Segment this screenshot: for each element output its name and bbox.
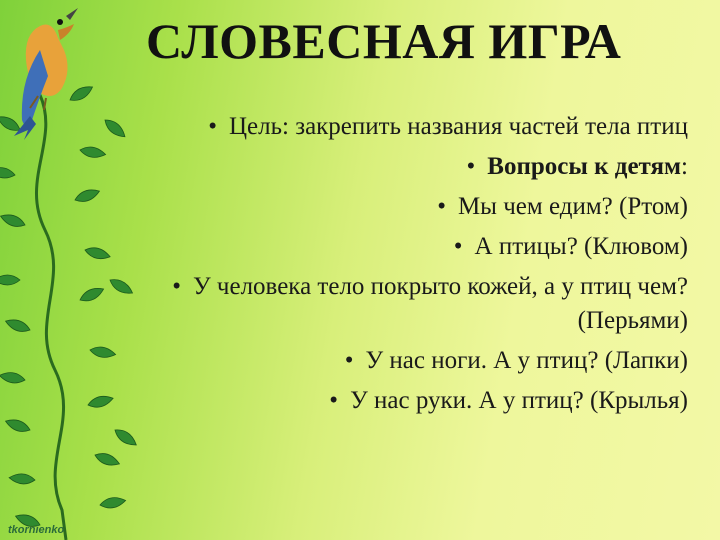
list-item bbox=[158, 344, 688, 378]
leaf-icon bbox=[4, 316, 32, 334]
bullet-list bbox=[158, 110, 688, 424]
leaf-icon bbox=[108, 276, 136, 298]
leaf-icon bbox=[93, 450, 121, 468]
bullet-icon: • bbox=[329, 387, 339, 414]
list-item bbox=[158, 270, 688, 338]
list-item bbox=[158, 230, 688, 264]
leaf-icon bbox=[0, 371, 26, 385]
bullet-text: У человека тело покрыто кожей, а у птиц чем? (Перьями) bbox=[192, 273, 688, 334]
list-item bbox=[158, 384, 688, 418]
vine-stem bbox=[36, 95, 66, 540]
bullet-icon: • bbox=[344, 347, 354, 374]
leaf-icon bbox=[112, 426, 139, 449]
leaf-icon bbox=[84, 245, 112, 261]
bullet-text: А птицы? (Клювом) bbox=[474, 233, 688, 260]
leaf-icon bbox=[0, 166, 16, 180]
leaf-icon bbox=[78, 284, 106, 304]
page-title: СЛОВЕСНАЯ ИГРА bbox=[146, 13, 622, 69]
leaf-icon bbox=[68, 83, 96, 105]
leaf-icon bbox=[79, 145, 106, 159]
bullet-icon: • bbox=[453, 233, 463, 260]
leaf-icon bbox=[9, 473, 36, 485]
list-item bbox=[158, 110, 688, 144]
bullet-text-bold: Вопросы к детям bbox=[487, 153, 682, 180]
leaf-icon bbox=[4, 416, 32, 434]
leaf-icon bbox=[87, 393, 115, 409]
bullet-icon: • bbox=[437, 193, 446, 220]
bullet-icon: • bbox=[466, 153, 476, 180]
leaf-icon bbox=[0, 211, 27, 229]
leaf-icon bbox=[102, 116, 128, 140]
bullet-text: Цель: закрепить названия частей тела птиц bbox=[228, 113, 688, 140]
author-credit: tkornienko bbox=[8, 524, 65, 536]
bullet-text: У нас ноги. А у птиц? (Лапки) bbox=[365, 347, 688, 374]
bullet-icon: • bbox=[208, 113, 217, 140]
list-item bbox=[158, 190, 688, 224]
bullet-text: : bbox=[681, 153, 688, 180]
bullet-icon: • bbox=[172, 273, 181, 300]
leaf-icon bbox=[99, 496, 126, 510]
leaf-icon bbox=[0, 275, 20, 285]
bullet-text: Мы чем едим? (Ртом) bbox=[457, 193, 688, 220]
leaf-icon bbox=[73, 186, 101, 204]
vine-decoration bbox=[0, 0, 150, 540]
list-item bbox=[158, 150, 688, 184]
bullet-text: У нас руки. А у птиц? (Крылья) bbox=[350, 387, 688, 414]
leaf-icon bbox=[89, 345, 116, 359]
